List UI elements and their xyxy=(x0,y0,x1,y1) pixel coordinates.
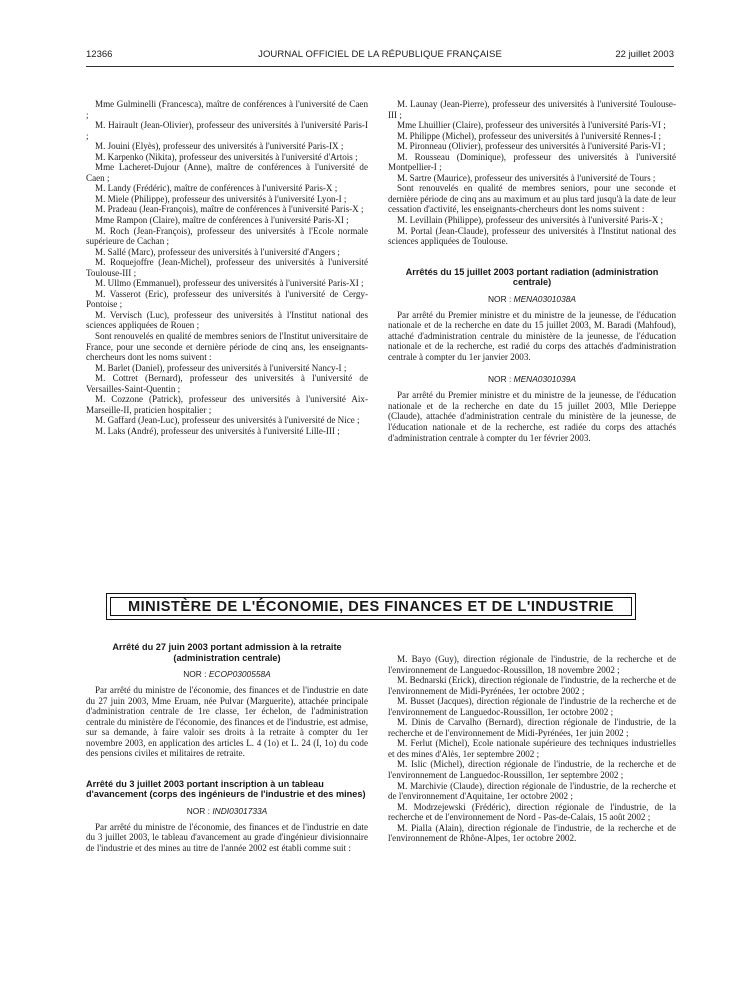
nor-label: NOR : xyxy=(183,669,207,679)
list-item: M. Philippe (Michel), professeur des universités à l'université Rennes-I ; xyxy=(397,130,662,141)
bottom-left-column xyxy=(86,642,368,853)
list-item: M. Ullmo (Emmanuel), professeur des universités à l'université Paris-XI ; xyxy=(95,278,364,289)
arrete-text: Par arrêté du ministre de l'économie, des finances et de l'industrie en date du 27 juin 2003, Mme Eruam, née Pulvar (Marguerite), attachée principale d'administration centrale de 1re classe, 1er échelon, de l'administration centrale du ministère de l'économie, des finances et de l'industrie, est admise, sur sa demande, à faire valoir ses droits à la retraite à compter du 1er novembre 2003, en application des articles L. 4 (1o) et L. 24 (I, 1o) du code des pensions civiles et militaires de retraite. xyxy=(86,685,368,759)
list-item: M. Karpenko (Nikita), professeur des universités à l'université d'Artois ; xyxy=(95,151,358,162)
nor-line xyxy=(388,294,676,304)
list-item: M. Sartre (Maurice), professeur des universités à l'université de Tours ; xyxy=(397,172,656,183)
list-item: Mme Gulminelli (Francesca), maître de conférences à l'université de Caen ; xyxy=(86,99,368,120)
list-item: M. Vervisch (Luc), professeur des universités à l'Institut national des sciences appliquées de Rouen ; xyxy=(86,309,368,331)
arrete-heading: Arrêté du 27 juin 2003 portant admission à la retraite (administration centrale) xyxy=(112,642,342,663)
bottom-right-column xyxy=(388,654,676,844)
nor-line xyxy=(86,669,368,679)
list-item: M. Marchivie (Claude), direction régionale de l'industrie, de la recherche et de l'environnement d'Aquitaine, 1er octobre 2002 ; xyxy=(388,780,676,802)
arrete-heading: Arrêté du 3 juillet 2003 portant inscription à un tableau d'avancement (corps des ingénieurs de l'industrie et des mines) xyxy=(86,778,366,800)
list-item: M. Pironneau (Olivier), professeur des universités à l'université Paris-VI ; xyxy=(397,141,666,152)
list-item: M. Jouini (Elyès), professeur des universités à l'université Paris-IX ; xyxy=(95,141,344,152)
nor-code: INDI0301733A xyxy=(212,805,268,816)
nor-line xyxy=(86,806,368,816)
list-item: Mme Lacheret-Dujour (Anne), maître de conférences à l'université de Caen ; xyxy=(86,162,368,183)
nor-code: MENA0301038A xyxy=(513,293,576,304)
list-item: Mme Rampon (Claire), maître de conférences à l'université Paris-XI ; xyxy=(95,215,349,226)
nor-line xyxy=(388,374,676,384)
page-header xyxy=(86,49,674,63)
header-rule xyxy=(86,66,674,67)
list-item: M. Cottret (Bernard), professeur des universités à l'université de Versailles-Saint-Quentin ; xyxy=(86,373,368,394)
list-item: Mme Lhuillier (Claire), professeur des universités à l'université Paris-VI ; xyxy=(397,120,666,131)
list-item: M. Hairault (Jean-Olivier), professeur des universités à l'université Paris-I ; xyxy=(86,120,368,141)
arrete-text: Par arrêté du Premier ministre et du ministre de la jeunesse, de l'éducation nationale et de la recherche en date du 15 juillet 2003, Mlle Derieppe (Claude), attachée d'administration centrale du ministère de la jeunesse, de l'éducation nationale et de la recherche, est radiée du corps des attachés d'administration centrale à compter du 1er février 2003. xyxy=(388,390,676,443)
renewal-paragraph: Sont renouvelés en qualité de membres seniors de l'Institut universitaire de France, pour une seconde et dernière période de cinq ans, les enseignants-chercheurs dont les noms suivent : xyxy=(86,331,368,363)
top-left-column xyxy=(86,99,368,437)
ministry-banner xyxy=(106,593,636,620)
issue-date: 22 juillet 2003 xyxy=(615,49,674,60)
list-item: M. Levillain (Philippe), professeur des universités à l'université Paris-X ; xyxy=(397,215,664,226)
list-item: M. Gaffard (Jean-Luc), professeur des universités à l'université de Nice ; xyxy=(95,415,360,426)
list-item: M. Bednarski (Erick), direction régionale de l'industrie, de la recherche et de l'environnement de Midi-Pyrénées, 1er octobre 2002 ; xyxy=(388,675,676,696)
list-item: M. Dinis de Carvalho (Bernard), direction régionale de l'industrie, de la recherche et de l'environnement de Midi-Pyrénées, 1er juin 2002 ; xyxy=(388,717,676,738)
list-item: M. Barlet (Daniel), professeur des universités à l'université Nancy-I ; xyxy=(95,362,347,373)
nor-label: NOR : xyxy=(488,293,512,304)
nor-code: MENA0301039A xyxy=(513,374,576,385)
list-item: M. Cozzone (Patrick), professeur des universités à l'université Aix-Marseille-II, praticien hospitalier ; xyxy=(86,394,368,415)
list-item: M. Roch (Jean-François), professeur des universités à l'Ecole normale supérieure de Cachan ; xyxy=(86,225,368,247)
arrete-text: Par arrêté du ministre de l'économie, des finances et de l'industrie en date du 3 juillet 2003, le tableau d'avancement au grade d'ingénieur divisionnaire de l'industrie et des mines au titre de l'année 2002 est établi comme suit : xyxy=(86,821,368,853)
list-item: M. Landy (Frédéric), maître de conférences à l'université Paris-X ; xyxy=(95,183,338,194)
renewal-paragraph: Sont renouvelés en qualité de membres seniors, pour une seconde et dernière période de cinq ans au maximum et au plus tard jusqu'à la date de leur cessation d'activité, les enseignants-chercheurs dont les noms suivent : xyxy=(388,183,676,215)
list-item: M. Miele (Philippe), professeur des universités à l'université Lyon-I ; xyxy=(95,193,347,204)
list-item: M. Vasserot (Eric), professeur des universités à l'université de Cergy-Pontoise ; xyxy=(86,288,368,310)
nor-code: ECOP0300558A xyxy=(208,669,271,679)
nor-label: NOR : xyxy=(186,805,210,816)
list-item: M. Pradeau (Jean-François), maître de conférences à l'université Paris-X ; xyxy=(95,204,364,215)
ministry-title: MINISTÈRE DE L'ÉCONOMIE, DES FINANCES ET DE L'INDUSTRIE xyxy=(110,597,632,616)
top-right-column xyxy=(388,99,676,443)
list-item: M. Roquejoffre (Jean-Michel), professeur des universités à l'université Toulouse-III ; xyxy=(86,257,368,278)
page-number: 12366 xyxy=(86,49,113,60)
arrete-text: Par arrêté du Premier ministre et du ministre de la jeunesse, de l'éducation nationale et de la recherche en date du 15 juillet 2003, M. Baradi (Mahfoud), attaché d'administration centrale du ministère de la jeunesse, de l'éducation nationale et de la recherche, est radié du corps des attachés d'administration centrale à compter du 1er janvier 2003. xyxy=(388,309,676,362)
list-item: M. Rousseau (Dominique), professeur des universités à l'université Montpellier-I ; xyxy=(388,151,676,173)
list-item: M. Busset (Jacques), direction régionale de l'industrie de la recherche et de l'environnement de Languedoc-Roussillon, 1er octobre 2002 ; xyxy=(388,696,676,717)
arrete-heading: Arrêtés du 15 juillet 2003 portant radiation (administration centrale) xyxy=(405,266,659,288)
list-item: M. Portal (Jean-Claude), professeur des universités à l'Institut national des sciences appliquées de Toulouse. xyxy=(388,225,676,247)
list-item: M. Bayo (Guy), direction régionale de l'industrie, de la recherche et de l'environnement de Languedoc-Roussillon, 18 novembre 2002 ; xyxy=(388,654,676,675)
list-item: M. Pialla (Alain), direction régionale de l'industrie, de la recherche et de l'environnement de Rhône-Alpes, 1er octobre 2002. xyxy=(388,822,676,844)
list-item: M. Modrzejewski (Frédéric), direction régionale de l'industrie, de la recherche et de l'environnement de Nord - Pas-de-Calais, 15 août 2002 ; xyxy=(388,801,676,823)
list-item: M. Ferlut (Michel), Ecole nationale supérieure des techniques industrielles et des mines d'Alès, 1er septembre 2002 ; xyxy=(388,738,676,759)
list-item: M. Sallé (Marc), professeur des universités à l'université d'Angers ; xyxy=(95,246,340,257)
list-item: M. Launay (Jean-Pierre), professeur des universités à l'université Toulouse-III ; xyxy=(388,99,676,120)
journal-title: JOURNAL OFFICIEL DE LA RÉPUBLIQUE FRANÇAISE xyxy=(258,49,502,60)
nor-label: NOR : xyxy=(488,374,512,385)
list-item: M. Islic (Michel), direction régionale de l'industrie, de la recherche et de l'environnement de Languedoc-Roussillon, 1er septembre 2002 ; xyxy=(388,759,676,781)
list-item: M. Laks (André), professeur des universités à l'université Lille-III ; xyxy=(95,425,340,436)
